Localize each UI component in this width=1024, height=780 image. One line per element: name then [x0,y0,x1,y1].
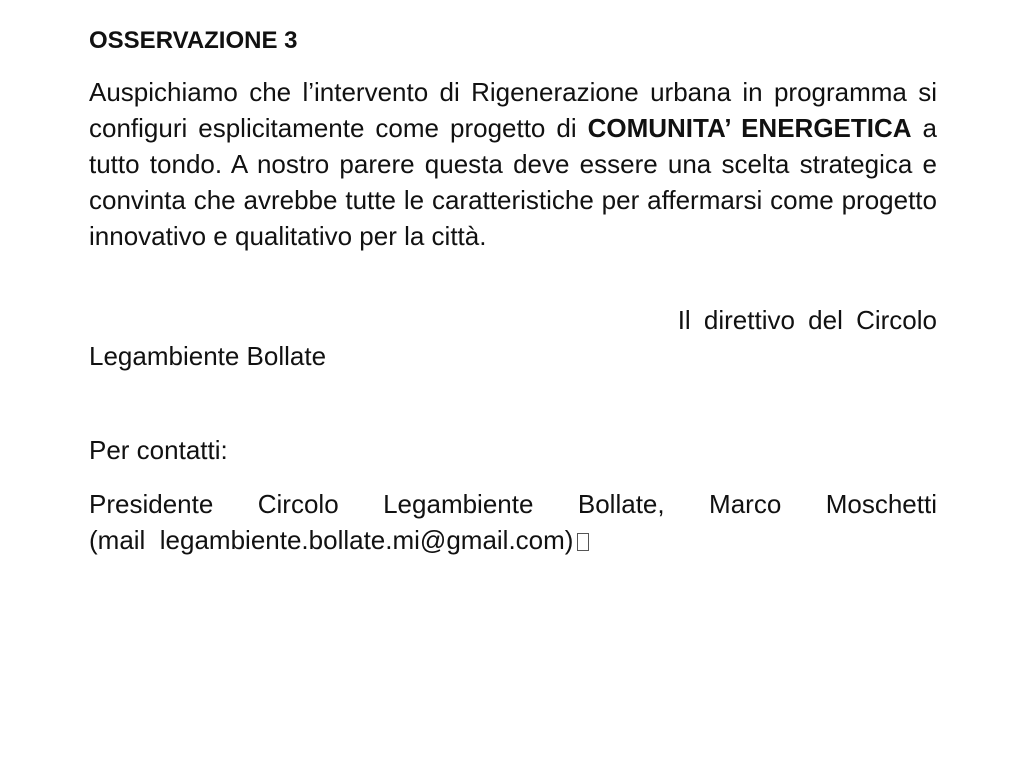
document-page [89,24,937,558]
paragraph-text-start: Auspichiamo che l’intervento di Rigenerazione urbana in programma si configuri esplicitamente come progetto di [89,77,937,143]
contacts-details [89,486,937,558]
observation-paragraph [89,74,937,254]
contacts-line-2: (mail legambiente.bollate.mi@gmail.com) [89,525,574,555]
contacts-label: Per contatti: [89,435,228,465]
contacts-line-2-wrap [89,522,937,558]
missing-glyph-icon [577,533,589,551]
paragraph-text-end: a tutto tondo. A nostro parere questa deve essere una scelta strategica e convinta che avrebbe tutte le caratteristiche per affermarsi come progetto innovativo e qualitativo per la città. [89,113,938,251]
paragraph-bold-emphasis: COMUNITA’ ENERGETICA [587,113,912,143]
signature-line-2: Legambiente Bollate [89,341,327,371]
signature-line-1: Il direttivo del Circolo [677,305,937,335]
signature-block [89,302,937,374]
contacts-line-1: Presidente Circolo Legambiente Bollate, Marco Moschetti [89,489,937,519]
section-heading: OSSERVAZIONE 3 [89,27,298,54]
